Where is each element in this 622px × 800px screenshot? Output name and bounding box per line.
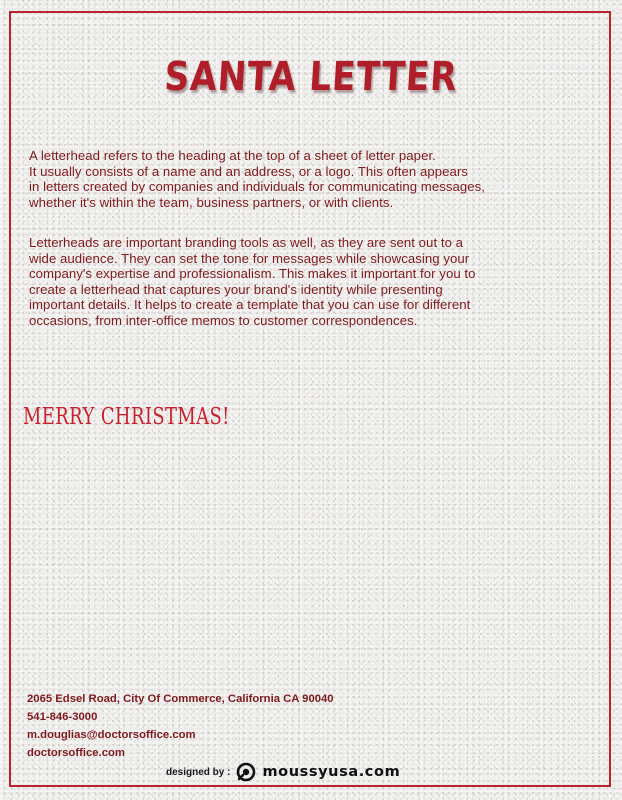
paragraph-line: A letterhead refers to the heading at the top of a sheet of letter paper.: [29, 148, 436, 163]
credit-site[interactable]: moussyusa.com: [262, 764, 401, 780]
paragraph-line: Letterheads are important branding tools as well, as they are sent out to a: [29, 235, 464, 250]
moussyusa-logo-icon: [236, 762, 256, 782]
contact-email: m.douglias@doctorsoffice.com: [27, 729, 196, 741]
designer-credit: [166, 762, 400, 782]
credit-label: designed by :: [166, 766, 231, 778]
paragraph-line: wide audience. They can set the tone for messages while showcasing your: [29, 250, 470, 266]
greeting-text: MERRY CHRISTMAS!: [23, 404, 230, 430]
contact-address: 2065 Edsel Road, City Of Commerce, California CA 90040: [27, 693, 334, 705]
paragraph-line: It usually consists of a name and an address, or a logo. This often appears: [29, 163, 468, 179]
paragraph-line: in letters created by companies and individuals for communicating messages,: [29, 179, 486, 195]
paragraph-line: occasions, from inter-office memos to customer correspondences.: [29, 312, 418, 328]
contact-website: doctorsoffice.com: [27, 747, 125, 759]
paragraph-line: whether it's within the team, business partners, or with clients.: [29, 194, 394, 210]
body-paragraph-1: [29, 148, 605, 210]
letter-title: SANTA LETTER: [163, 54, 459, 100]
paragraph-line: create a letterhead that captures your brand's identity while presenting: [29, 281, 443, 297]
contact-phone: 541-846-3000: [27, 711, 98, 723]
contact-block: [27, 690, 334, 762]
paragraph-line: important details. It helps to create a template that you can use for different: [29, 297, 471, 313]
body-paragraph-2: [29, 235, 605, 329]
paragraph-line: company's expertise and professionalism. This makes it important for you to: [29, 266, 476, 282]
page-border: [9, 11, 611, 787]
